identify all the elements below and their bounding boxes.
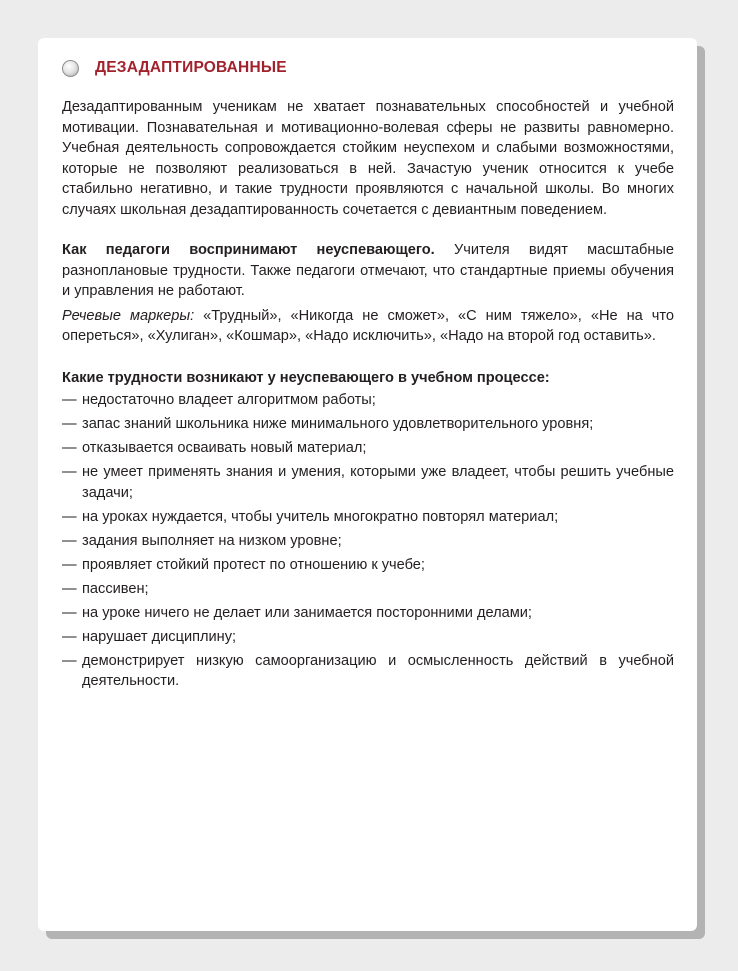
dash-bullet: —	[62, 464, 77, 480]
list-item: — на уроках нуждается, чтобы учитель многократно повторял материал;	[62, 507, 674, 528]
section-heading	[62, 57, 287, 79]
section-title: ДЕЗАДАПТИРОВАННЫЕ	[95, 59, 287, 76]
list-item: — демонстрирует низкую самоорганизацию и осмысленность действий в учебной деятельности.	[62, 652, 674, 689]
list-item: — на уроке ничего не делает или занимается посторонними делами;	[62, 603, 674, 624]
perception-text: Учителя видят масштабные разноплановые трудности. Также педагоги отмечают, что стандартные приемы обучения и управления не работают.	[62, 242, 674, 299]
dash-bullet: —	[62, 532, 77, 549]
difficulties-list	[62, 390, 674, 692]
list-item: — отказывается осваивать новый материал;	[62, 438, 674, 459]
dash-bullet: —	[62, 580, 77, 597]
list-item: — задания выполняет на низком уровне;	[62, 531, 674, 552]
document-body	[62, 97, 674, 695]
perception-paragraph	[62, 240, 674, 302]
list-item: — не умеет применять знания и умения, которыми уже владеет, чтобы решить учебные задачи;	[62, 464, 674, 501]
dash-bullet: —	[62, 416, 77, 432]
dash-bullet: —	[62, 604, 77, 621]
dash-bullet: —	[62, 440, 77, 456]
dash-bullet: —	[62, 628, 77, 645]
dash-bullet: —	[62, 508, 77, 525]
speech-markers-paragraph	[62, 306, 674, 347]
intro-paragraph: Дезадаптированным ученикам не хватает познавательных способностей и учебной мотивации. Познавательная и мотивационно-волевая сферы не развиты равномерно. Учебная деятельность сопровождается стойким неуспехом и слабыми возможностями, которые не позволяют реализоваться в ней. Зачастую ученик относится к учебе стабильно негативно, и такие трудности проявляются с начальной школы. Во многих случаях школьная дезадаптированность сочетается с девиантным поведением.	[62, 99, 674, 218]
list-item: — нарушает дисциплину;	[62, 627, 674, 648]
dash-bullet: —	[62, 392, 77, 408]
perception-lead: Как педагоги воспринимают неуспевающего.	[62, 242, 435, 258]
dash-bullet: —	[62, 652, 77, 669]
list-item: — проявляет стойкий протест по отношению к учебе;	[62, 555, 674, 576]
speech-markers-label: Речевые маркеры:	[62, 307, 195, 324]
speech-markers-text: «Трудный», «Никогда не сможет», «С ним тяжело», «Не на что опереться», «Хулиган», «Кошмар», «Надо исключить», «Надо на второй год оставить».	[62, 307, 675, 344]
dash-bullet: —	[62, 556, 77, 573]
circle-bullet-icon	[62, 60, 79, 77]
difficulties-heading: Какие трудности возникают у неуспевающего в учебном процессе:	[62, 369, 550, 386]
list-item: — недостаточно владеет алгоритмом работы;	[62, 390, 674, 411]
list-item: — запас знаний школьника ниже минимального удовлетворительного уровня;	[62, 414, 674, 435]
list-item: — пассивен;	[62, 579, 674, 600]
